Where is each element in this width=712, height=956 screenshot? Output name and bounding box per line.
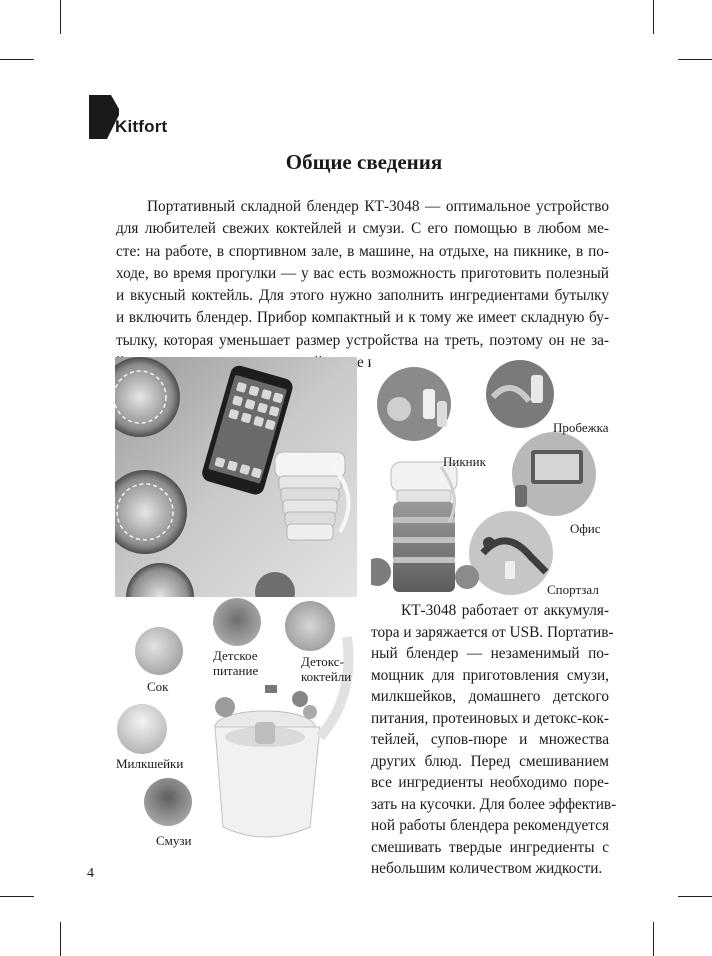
description-paragraph xyxy=(371,600,617,880)
caption-office: Офис xyxy=(570,521,601,536)
intro-line: Портативный складной блендер КТ-3048 — оптимальное устройство xyxy=(147,198,609,215)
description-line: небольшим количеством жидкости. xyxy=(371,860,603,877)
description-line: других блюд. Перед смешиванием xyxy=(371,752,609,770)
crop-mark xyxy=(678,896,712,897)
intro-line: и включить блендер. Прибор компактный и к тому же имеет складную бу- xyxy=(116,309,609,327)
crop-mark xyxy=(0,59,34,60)
intro-line: для любителей свежих коктейлей и смузи. С его помощью в любом ме- xyxy=(116,220,609,238)
crop-mark xyxy=(60,0,61,34)
description-line: смешивать твердые ингредиенты с xyxy=(371,838,609,856)
detox-photo xyxy=(285,601,335,651)
caption-baby-food-2: питание xyxy=(213,663,259,678)
description-line: тора и заряжается от USB. Портатив- xyxy=(371,623,614,641)
description-line: питания, протеиновых и детокс-кок- xyxy=(371,709,609,727)
description-line: милкшейков, домашнего детского xyxy=(371,688,609,705)
phone-blender-photo xyxy=(115,357,357,597)
description-line: ной работы блендера рекомендуется xyxy=(371,817,609,834)
milkshake-photo xyxy=(117,704,167,754)
intro-line: ходе, во время прогулки — у вас есть возможность приготовить полезный xyxy=(116,264,609,282)
intro-line: сте: на работе, в спортивном зале, в машине, на отдыхе, на пикнике, в по- xyxy=(116,242,609,260)
smoothie-photo xyxy=(144,778,192,826)
crop-mark xyxy=(653,0,654,34)
caption-milkshakes: Милкшейки xyxy=(116,756,184,771)
caption-baby-food-1: Детское xyxy=(213,648,258,663)
caption-detox-1: Детокс- xyxy=(301,654,344,669)
caption-detox-2: коктейли xyxy=(301,669,352,684)
description-line: все ингредиенты необходимо поре- xyxy=(371,774,609,791)
crop-mark xyxy=(653,922,654,956)
description-line: КТ-3048 работает от аккумуля- xyxy=(401,602,609,619)
description-line: тейлей, супов-пюре и множества xyxy=(371,731,609,748)
crop-mark xyxy=(0,896,34,897)
caption-juice: Сок xyxy=(147,679,169,694)
intro-line: и вкусный коктейль. Для этого нужно заполнить ингредиентами бутылку xyxy=(116,287,609,305)
brand-name: Kitfort xyxy=(115,117,168,136)
intro-paragraph xyxy=(116,196,609,374)
crop-mark xyxy=(678,59,712,60)
usage-scenes-photo xyxy=(371,357,611,597)
caption-picnic: Пикник xyxy=(443,454,486,469)
page-title: Общие сведения xyxy=(285,150,443,174)
caption-running: Пробежка xyxy=(553,420,609,435)
caption-gym: Спортзал xyxy=(547,582,599,597)
crop-mark xyxy=(60,922,61,956)
description-line: мощник для приготовления смузи, xyxy=(371,666,609,684)
juice-photo xyxy=(135,627,183,675)
intro-line: тылку, которая уменьшает размер устройства на треть, поэтому он не за- xyxy=(116,331,609,349)
description-line: зать на кусочки. Для более эффектив- xyxy=(371,795,617,813)
page-number: 4 xyxy=(87,866,94,881)
baby-food-photo xyxy=(213,598,261,646)
description-line: ный блендер — незаменимый по- xyxy=(371,645,609,662)
caption-smoothies: Смузи xyxy=(156,833,192,848)
